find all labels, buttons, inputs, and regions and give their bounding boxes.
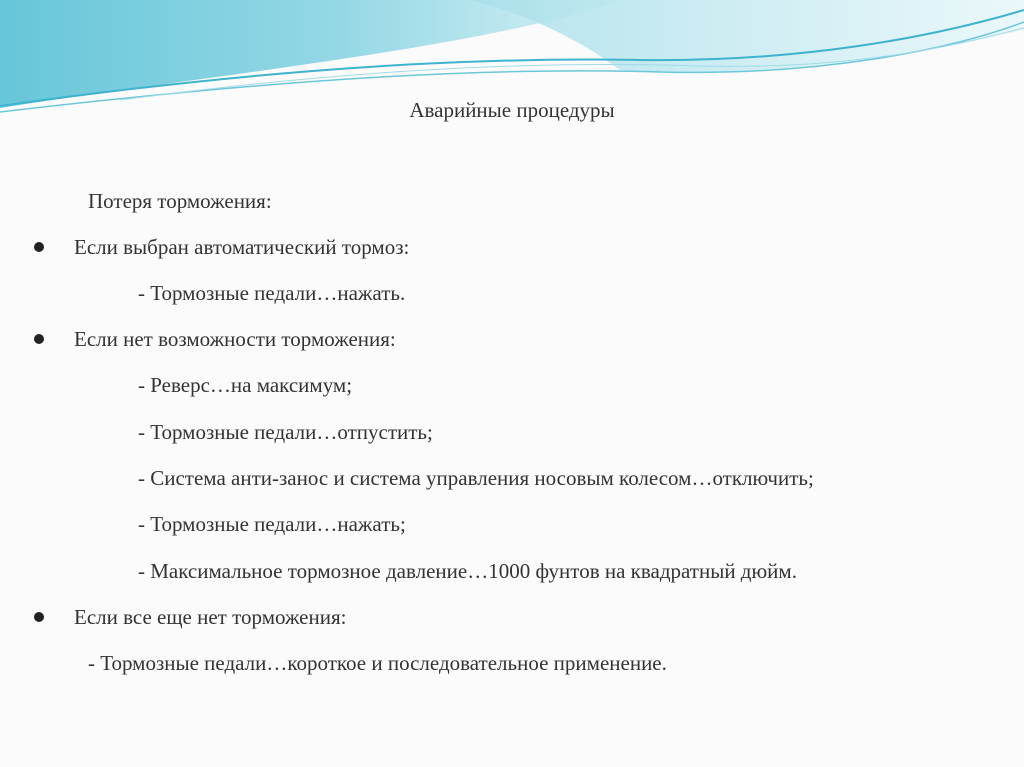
sub-item: - Тормозные педали…короткое и последовательное применение. (88, 651, 667, 675)
slide-title: Аварийные процедуры (409, 98, 615, 122)
sub-item: - Тормозные педали…нажать. (138, 281, 406, 305)
bullet-item: Если все еще нет торможения: (74, 605, 347, 629)
sub-item: - Система анти-занос и система управления носовым колесом…отключить; (138, 466, 814, 490)
bullet-dot (34, 612, 44, 622)
sub-item: - Максимальное тормозное давление…1000 фунтов на квадратный дюйм. (138, 559, 797, 583)
sub-item: - Реверс…на максимум; (138, 373, 353, 397)
sub-item: - Тормозные педали…отпустить; (138, 420, 433, 444)
bullet-item: Если нет возможности торможения: (74, 327, 396, 351)
bullet-dot (34, 242, 44, 252)
bullet-dot (34, 334, 44, 344)
bullet-item: Если выбран автоматический тормоз: (74, 235, 410, 259)
sub-item: - Тормозные педали…нажать; (138, 512, 406, 536)
section-heading: Потеря торможения: (88, 189, 272, 213)
